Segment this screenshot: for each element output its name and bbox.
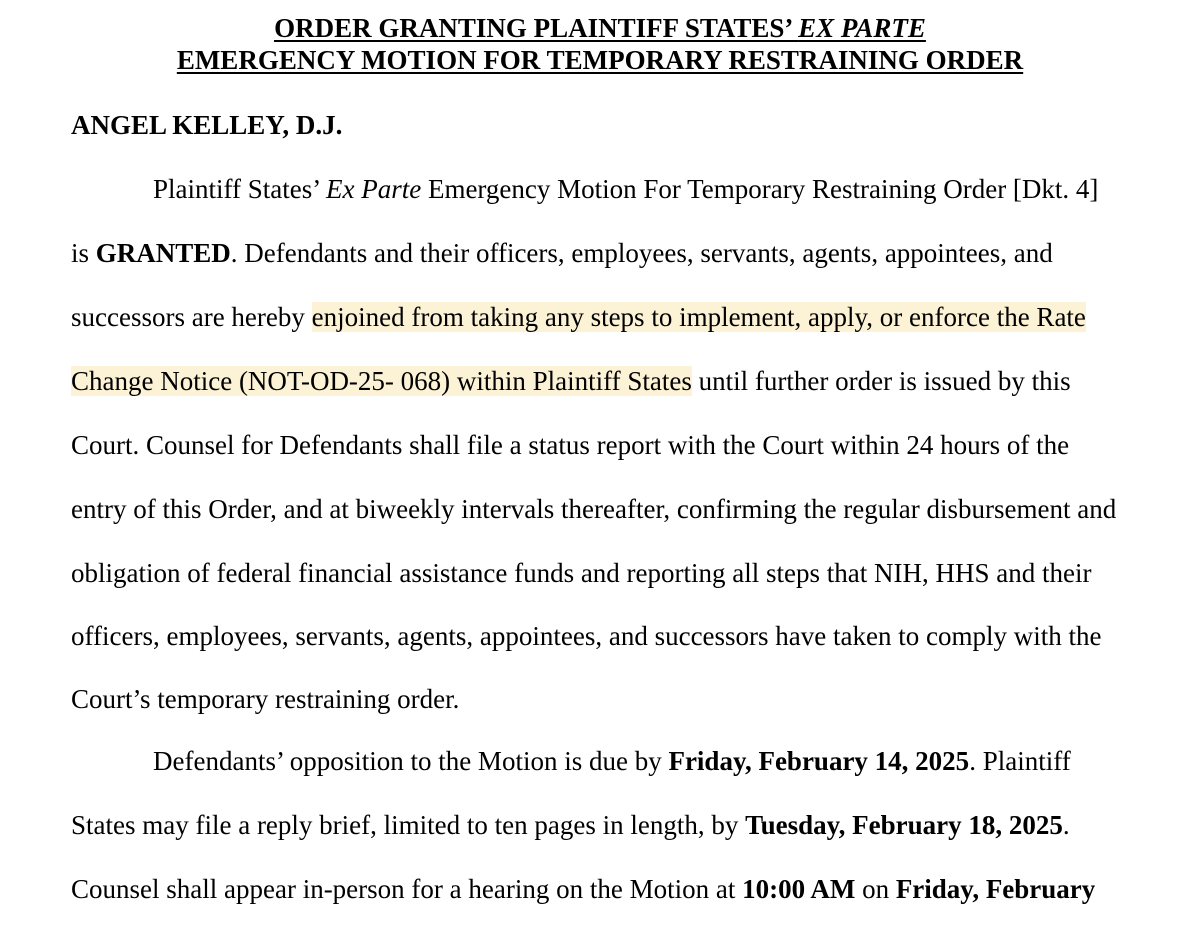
text-run: until further order is issued by this: [691, 366, 1071, 396]
paragraph-1-line-7: obligation of federal financial assistance funds and reporting all steps that NIH, HHS and their: [71, 558, 1092, 588]
text-run: on: [855, 874, 896, 904]
paragraph-1-line-2: [71, 236, 1053, 270]
highlighted-text: Change Notice (NOT-OD-25- 068) within Plaintiff States: [71, 366, 692, 396]
paragraph-1-line-4: [71, 364, 1071, 398]
paragraph-2-line-2: [71, 808, 1070, 842]
hearing-date-bold: Friday, February: [895, 874, 1096, 904]
hearing-time-bold: 10:00 AM: [742, 874, 856, 904]
text-run: Emergency Motion For Temporary Restraining Order [Dkt. 4]: [421, 174, 1099, 204]
granted-bold: GRANTED: [95, 238, 231, 268]
reply-date-bold: Tuesday, February 18, 2025: [745, 810, 1063, 840]
judge-name: ANGEL KELLEY, D.J.: [71, 110, 343, 140]
order-title-line-2: [0, 44, 1200, 76]
title-line-2-text: EMERGENCY MOTION FOR TEMPORARY RESTRAINING ORDER: [176, 45, 1024, 75]
text-run: States may file a reply brief, limited to ten pages in length, by: [71, 810, 746, 840]
italic-run: Ex Parte: [325, 174, 422, 204]
due-date-bold: Friday, February 14, 2025: [668, 746, 970, 776]
title-prefix: ORDER GRANTING PLAINTIFF STATES’: [274, 13, 799, 43]
paragraph-1-line-5: Court. Counsel for Defendants shall file a status report with the Court within 24 hours of the: [71, 430, 1070, 460]
paragraph-1-line-8: officers, employees, servants, agents, appointees, and successors have taken to comply with the: [71, 621, 1102, 651]
text-run: .: [1062, 810, 1070, 840]
text-run: . Plaintiff: [969, 746, 1071, 776]
title-italic: EX PARTE: [798, 13, 926, 43]
highlighted-text: enjoined from taking any steps to implement, apply, or enforce the Rate: [311, 302, 1086, 332]
paragraph-2-line-3: [71, 872, 1095, 906]
paragraph-1-line-9: Court’s temporary restraining order.: [71, 684, 460, 714]
text-run: . Defendants and their officers, employees, servants, agents, appointees, and: [230, 238, 1053, 268]
paragraph-1-line-3: [71, 300, 1086, 334]
paragraph-2-line-1: [153, 744, 1071, 778]
order-title-line-1: [0, 12, 1200, 44]
text-run: Counsel shall appear in-person for a hearing on the Motion at: [71, 874, 743, 904]
text-run: successors are hereby: [71, 302, 312, 332]
paragraph-1-line-6: entry of this Order, and at biweekly intervals thereafter, confirming the regular disbursement and: [71, 494, 1117, 524]
paragraph-1-line-1: [153, 172, 1098, 206]
text-run: is: [71, 238, 96, 268]
text-run: Plaintiff States’: [153, 174, 326, 204]
text-run: Defendants’ opposition to the Motion is due by: [153, 746, 669, 776]
